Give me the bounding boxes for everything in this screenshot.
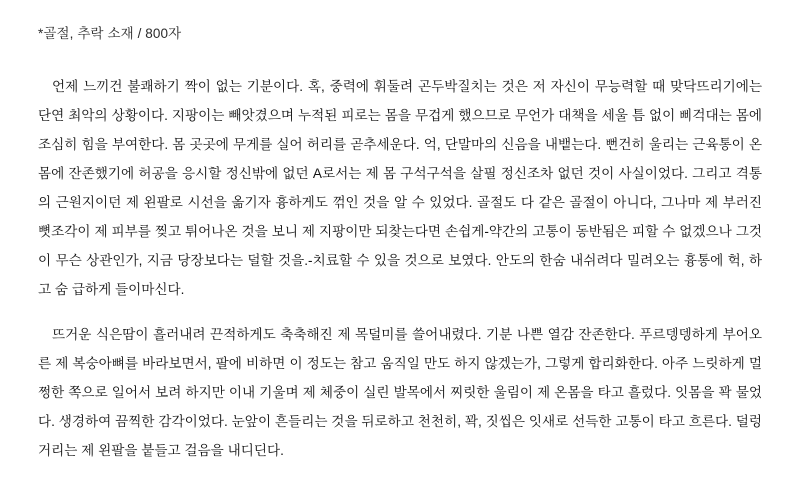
document-body: [38, 72, 762, 465]
paragraph: 언제 느끼건 불쾌하기 짝이 없는 기분이다. 혹, 중력에 휘둘려 곤두박질치는 것은 저 자신이 무능력할 때 맞닥뜨리기에는 단연 최악의 상황이다. 지팡이는 빼앗겼으며 누적된 피로는 몸을 무겁게 했으므로 무언가 대책을 세울 틈 없이 삐걱대는 몸에 조심히 힘을 부여한다. 몸 곳곳에 무게를 실어 허리를 곧추세운다. 억, 단말마의 신음을 내뱉는다. 뻔건히 울리는 근육통이 온몸에 잔존했기에 허공을 응시할 정신밖에 없던 A로서는 제 몸 구석구석을 살필 정신조차 없던 것이 사실이었다. 그리고 격통의 근원지이던 제 왼팔로 시선을 옮기자 흉하게도 꺾인 것을 알 수 있었다. 골절도 다 같은 골절이 아니다, 그나마 제 부러진 뼛조각이 제 피부를 찢고 튀어나온 것을 보니 제 지팡이만 되찾는다면 손쉽게-약간의 고통이 동반됨은 피할 수 없겠으나 그것이 무슨 상관인가, 지금 당장보다는 덜할 것을.-치료할 수 있을 것으로 보였다. 안도의 한숨 내쉬려다 밀려오는 흉통에 헉, 하고 숨 급하게 들이마신다.: [38, 79, 762, 297]
paragraph: 뜨거운 식은땀이 흘러내려 끈적하게도 축축해진 제 목덜미를 쓸어내렸다. 기분 나쁜 열감 잔존한다. 푸르뎅뎅하게 부어오른 제 복숭아뼈를 바라보면서, 팔에 비하면 이 정도는 참고 움직일 만도 하지 않겠는가, 그렇게 합리화한다. 아주 느릿하게 멀쩡한 쪽으로 일어서 보려 하지만 이내 기울며 제 체중이 실린 발목에서 찌릿한 울림이 제 온몸을 타고 흘렀다. 잇몸을 꽉 물었다. 생경하여 끔찍한 감각이었다. 눈앞이 흔들리는 것을 뒤로하고 천천히, 꽉, 짓씹은 잇새로 선득한 고통이 타고 흐른다. 덜렁거리는 제 왼팔을 붙들고 걸음을 내디딘다.: [38, 327, 762, 458]
document-header-note: *골절, 추락 소재 / 800자: [38, 26, 182, 41]
